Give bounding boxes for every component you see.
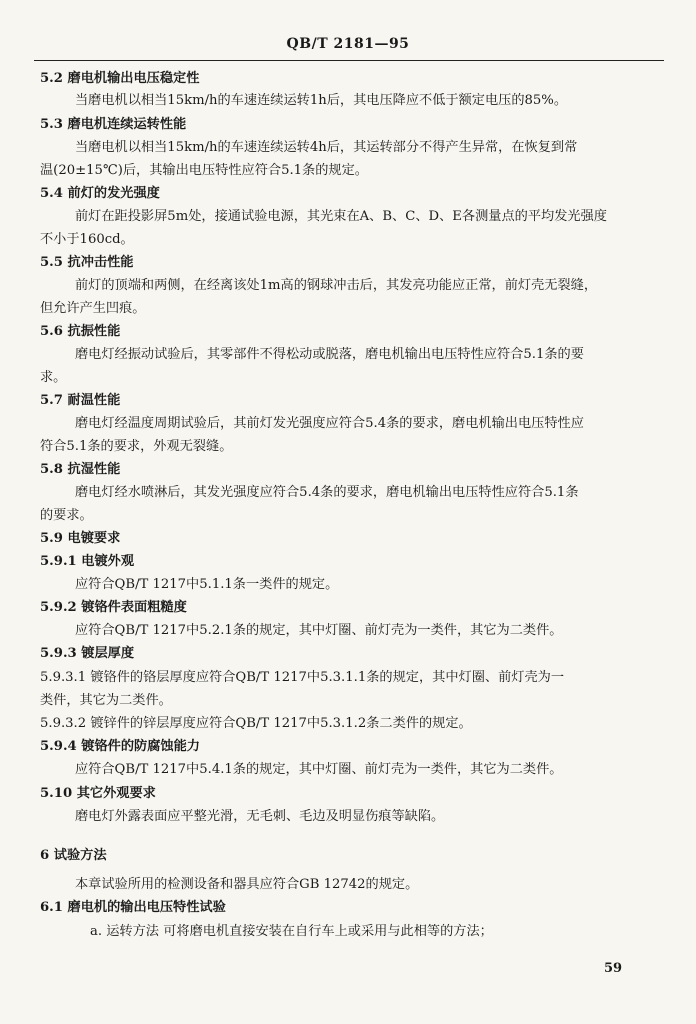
section-heading: 5.4 前灯的发光强度 [40, 186, 160, 201]
paragraph-line: 磨电灯经水喷淋后，其发光强度应符合5.4条的要求，磨电机输出电压特性应符合5.1条 [75, 485, 579, 500]
paragraph-line: 的要求。 [40, 508, 93, 523]
section-heading: 5.10 其它外观要求 [40, 786, 156, 801]
paragraph-line: 但允许产生凹痕。 [40, 301, 146, 316]
section-heading: 5.9 电镀要求 [40, 531, 121, 546]
paragraph-line: 5.9.3.2 镀锌件的锌层厚度应符合QB/T 1217中5.3.1.2条二类件的规定。 [40, 716, 472, 731]
paragraph-line: 磨电灯外露表面应平整光滑，无毛刺、毛边及明显伤痕等缺陷。 [75, 809, 445, 824]
paragraph-line: 求。 [40, 370, 67, 385]
paragraph-line: 本章试验所用的检测设备和器具应符合GB 12742的规定。 [75, 877, 419, 892]
section-heading: 5.8 抗湿性能 [40, 462, 121, 477]
header-rule [34, 60, 664, 61]
paragraph-line: 前灯在距投影屏5m处，接通试验电源，其光束在A、B、C、D、E各测量点的平均发光强度 [75, 209, 607, 224]
section-heading: 6.1 磨电机的输出电压特性试验 [40, 900, 226, 915]
section-heading: 5.7 耐温性能 [40, 393, 121, 408]
paragraph-line: 当磨电机以相当15km/h的车速连续运转1h后，其电压降应不低于额定电压的85%。 [75, 93, 568, 108]
paragraph-line: 类件，其它为二类件。 [40, 693, 172, 708]
paragraph-line: 应符合QB/T 1217中5.4.1条的规定，其中灯圈、前灯壳为一类件，其它为二类件。 [75, 762, 563, 777]
section-heading: 5.9.3 镀层厚度 [40, 646, 135, 661]
section-heading: 5.6 抗振性能 [40, 324, 121, 339]
paragraph-line: 符合5.1条的要求，外观无裂缝。 [40, 439, 233, 454]
paragraph-line: a. 运转方法 可将磨电机直接安装在自行车上或采用与此相等的方法； [90, 924, 493, 939]
section-heading: 5.9.4 镀铬件的防腐蚀能力 [40, 739, 200, 754]
paragraph-line: 应符合QB/T 1217中5.1.1条一类件的规定。 [75, 577, 339, 592]
paragraph-line: 磨电灯经温度周期试验后，其前灯发光强度应符合5.4条的要求，磨电机输出电压特性应 [75, 416, 584, 431]
paragraph-line: 5.9.3.1 镀铬件的铬层厚度应符合QB/T 1217中5.3.1.1条的规定，其中灯圈、前灯壳为一 [40, 670, 565, 685]
paragraph-line: 磨电灯经振动试验后，其零部件不得松动或脱落，磨电机输出电压特性应符合5.1条的要 [75, 347, 584, 362]
section-heading: 6 试验方法 [40, 848, 107, 863]
section-heading: 5.2 磨电机输出电压稳定性 [40, 71, 200, 86]
section-heading: 5.5 抗冲击性能 [40, 255, 134, 270]
paragraph-line: 温(20±15℃)后，其输出电压特性应符合5.1条的规定。 [40, 163, 368, 178]
paragraph-line: 当磨电机以相当15km/h的车速连续运转4h后，其运转部分不得产生异常，在恢复到常 [75, 140, 578, 155]
section-heading: 5.3 磨电机连续运转性能 [40, 117, 187, 132]
paragraph-line: 前灯的顶端和两侧，在经离该处1m高的钢球冲击后，其发亮功能应正常，前灯壳无裂缝， [75, 278, 598, 293]
section-heading: 5.9.1 电镀外观 [40, 554, 135, 569]
paragraph-line: 不小于160cd。 [40, 232, 134, 247]
paragraph-line: 应符合QB/T 1217中5.2.1条的规定，其中灯圈、前灯壳为一类件，其它为二类件。 [75, 623, 563, 638]
page-number: 59 [604, 961, 623, 976]
page-header: QB/T 2181—95 [286, 36, 410, 52]
section-heading: 5.9.2 镀铬件表面粗糙度 [40, 600, 187, 615]
